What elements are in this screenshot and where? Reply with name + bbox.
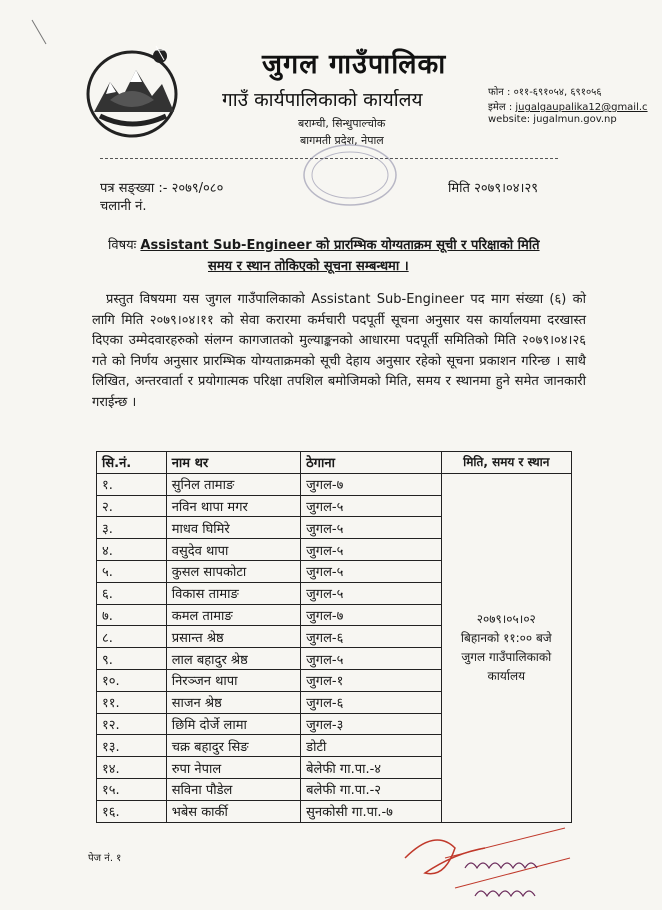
address-cell: जुगल-६ xyxy=(301,691,441,713)
address-cell: जुगल-५ xyxy=(301,582,441,604)
address-cell: जुगल-७ xyxy=(301,604,441,626)
municipality-title: जुगल गाउँपालिका xyxy=(262,49,447,80)
address-cell: जुगल-१ xyxy=(301,669,441,691)
schedule-place: जुगल गाउँपालिकाको कार्यालय xyxy=(461,649,552,683)
serial-cell: १३. xyxy=(97,735,167,757)
serial-cell: ८. xyxy=(97,626,167,648)
pen-mark-icon xyxy=(30,18,50,48)
address-cell: जुगल-५ xyxy=(301,517,441,539)
subject-label: विषयः xyxy=(108,238,137,253)
date-value: २०७९।०४।२९ xyxy=(474,181,538,196)
address-cell: डोटी xyxy=(301,735,441,757)
header-schedule: मिति, समय र स्थान xyxy=(441,452,571,474)
name-cell: विकास तामाङ xyxy=(166,582,300,604)
contact-email xyxy=(488,99,648,113)
header-serial: सि.नं. xyxy=(97,452,167,474)
address-cell: जुगल-७ xyxy=(301,473,441,495)
serial-cell: ७. xyxy=(97,604,167,626)
address-cell: जुगल-६ xyxy=(301,626,441,648)
schedule-date: २०७९।०५।०२ xyxy=(476,611,536,626)
date-label: मिति xyxy=(448,181,470,196)
name-cell: वसुदेव थापा xyxy=(166,539,300,561)
address-line-2: बागमती प्रदेश, नेपाल xyxy=(300,134,384,147)
phone-number: ०११-६९१०५४, ६९१०५६ xyxy=(513,87,602,98)
name-cell: रुपा नेपाल xyxy=(166,757,300,779)
name-cell: कुसल सापकोटा xyxy=(166,560,300,582)
address-cell: जुगल-३ xyxy=(301,713,441,735)
email-link[interactable]: jugalgaupalika12@gmail.c xyxy=(515,102,648,113)
subject-line-1 xyxy=(108,236,588,256)
schedule-cell xyxy=(441,473,571,822)
address-cell: बलेफी गा.पा.-२ xyxy=(301,778,441,800)
name-cell: भबेस कार्की xyxy=(166,800,300,822)
nepal-emblem-logo xyxy=(70,42,200,142)
address-cell: जुगल-५ xyxy=(301,648,441,670)
name-cell: निरञ्जन थापा xyxy=(166,669,300,691)
name-cell: सुनिल तामाङ xyxy=(166,473,300,495)
phone-label: फोन : xyxy=(488,87,511,98)
serial-cell: १२. xyxy=(97,713,167,735)
serial-cell: २. xyxy=(97,495,167,517)
serial-cell: ११. xyxy=(97,691,167,713)
address-cell: जुगल-५ xyxy=(301,495,441,517)
page-number: पेज नं. १ xyxy=(88,853,122,864)
subject-text-1: Assistant Sub-Engineer को प्रारम्भिक योग्यताक्रम सूची र परिक्षाको मिति xyxy=(140,238,540,253)
address-line-1: बराम्ची, सिन्धुपाल्चोक xyxy=(298,117,386,130)
dispatch-number-label: चलानी नं. xyxy=(100,199,147,214)
signature-stamp-icon xyxy=(395,818,575,908)
serial-cell: १६. xyxy=(97,800,167,822)
reference-number xyxy=(100,178,223,196)
name-cell: सविना पौडेल xyxy=(166,778,300,800)
subject-text-2: समय र स्थान तोकिएको सूचना सम्बन्धमा । xyxy=(208,259,409,274)
address-cell: बेलेफी गा.पा.-४ xyxy=(301,757,441,779)
name-cell: साजन श्रेष्ठ xyxy=(166,691,300,713)
reference-value: २०७९/०८० xyxy=(171,181,224,196)
name-cell: लाल बहादुर श्रेष्ठ xyxy=(166,648,300,670)
header-address: ठेगाना xyxy=(301,452,441,474)
candidate-table xyxy=(96,451,572,823)
serial-cell: ५. xyxy=(97,560,167,582)
header-name: नाम थर xyxy=(166,452,300,474)
office-stamp-icon xyxy=(300,140,400,210)
reference-label: पत्र सङ्ख्या :- xyxy=(100,181,168,196)
schedule-time: बिहानको ११:०० बजे xyxy=(460,630,552,645)
name-cell: छिमि दोर्जे लामा xyxy=(166,713,300,735)
address-cell: सुनकोसी गा.पा.-७ xyxy=(301,800,441,822)
table-header-row xyxy=(97,452,572,474)
serial-cell: १४. xyxy=(97,757,167,779)
contact-website[interactable]: website: jugalmun.gov.np xyxy=(488,114,617,125)
contact-phone xyxy=(488,84,602,98)
address-cell: जुगल-५ xyxy=(301,539,441,561)
address-cell: जुगल-५ xyxy=(301,560,441,582)
letter-date xyxy=(448,178,538,196)
serial-cell: १५. xyxy=(97,778,167,800)
email-label: इमेल : xyxy=(488,102,513,113)
name-cell: प्रसान्त श्रेष्ठ xyxy=(166,626,300,648)
name-cell: चक्र बहादुर सिङ xyxy=(166,735,300,757)
name-cell: नविन थापा मगर xyxy=(166,495,300,517)
serial-cell: ६. xyxy=(97,582,167,604)
name-cell: कमल तामाङ xyxy=(166,604,300,626)
office-subtitle: गाउँ कार्यपालिकाको कार्यालय xyxy=(222,89,423,111)
serial-cell: १. xyxy=(97,473,167,495)
serial-cell: ४. xyxy=(97,539,167,561)
serial-cell: ९. xyxy=(97,648,167,670)
name-cell: माधव घिमिरे xyxy=(166,517,300,539)
serial-cell: ३. xyxy=(97,517,167,539)
serial-cell: १०. xyxy=(97,669,167,691)
table-row xyxy=(97,473,572,495)
notice-body: प्रस्तुत विषयमा यस जुगल गाउँपालिकाको Assistant Sub-Engineer पद माग संख्या (६) को लागि मिति २०७९।०४।११ को सेवा करारमा कर्मचारी पदपूर्ती सूचना अनुसार यस कार्यालयमा दरखास्त दिएका उम्मेदवारहरुको संलग्न कागजातको मुल्याङ्कनको आधारमा पदपूर्ती समितिको मिति २०७९।०४।२६ गते को निर्णय अनुसार प्रारम्भिक योग्यताक्रमको सूची देहाय अनुसार रहेको सूचना प्रकाशन गरिन्छ । साथै लिखित, अन्तरवार्ता र प्रयोगात्मक परिक्षा तपशिल बमोजिमको मिति, समय र स्थानमा हुने समेत जानकारी गराईन्छ । xyxy=(92,292,586,410)
